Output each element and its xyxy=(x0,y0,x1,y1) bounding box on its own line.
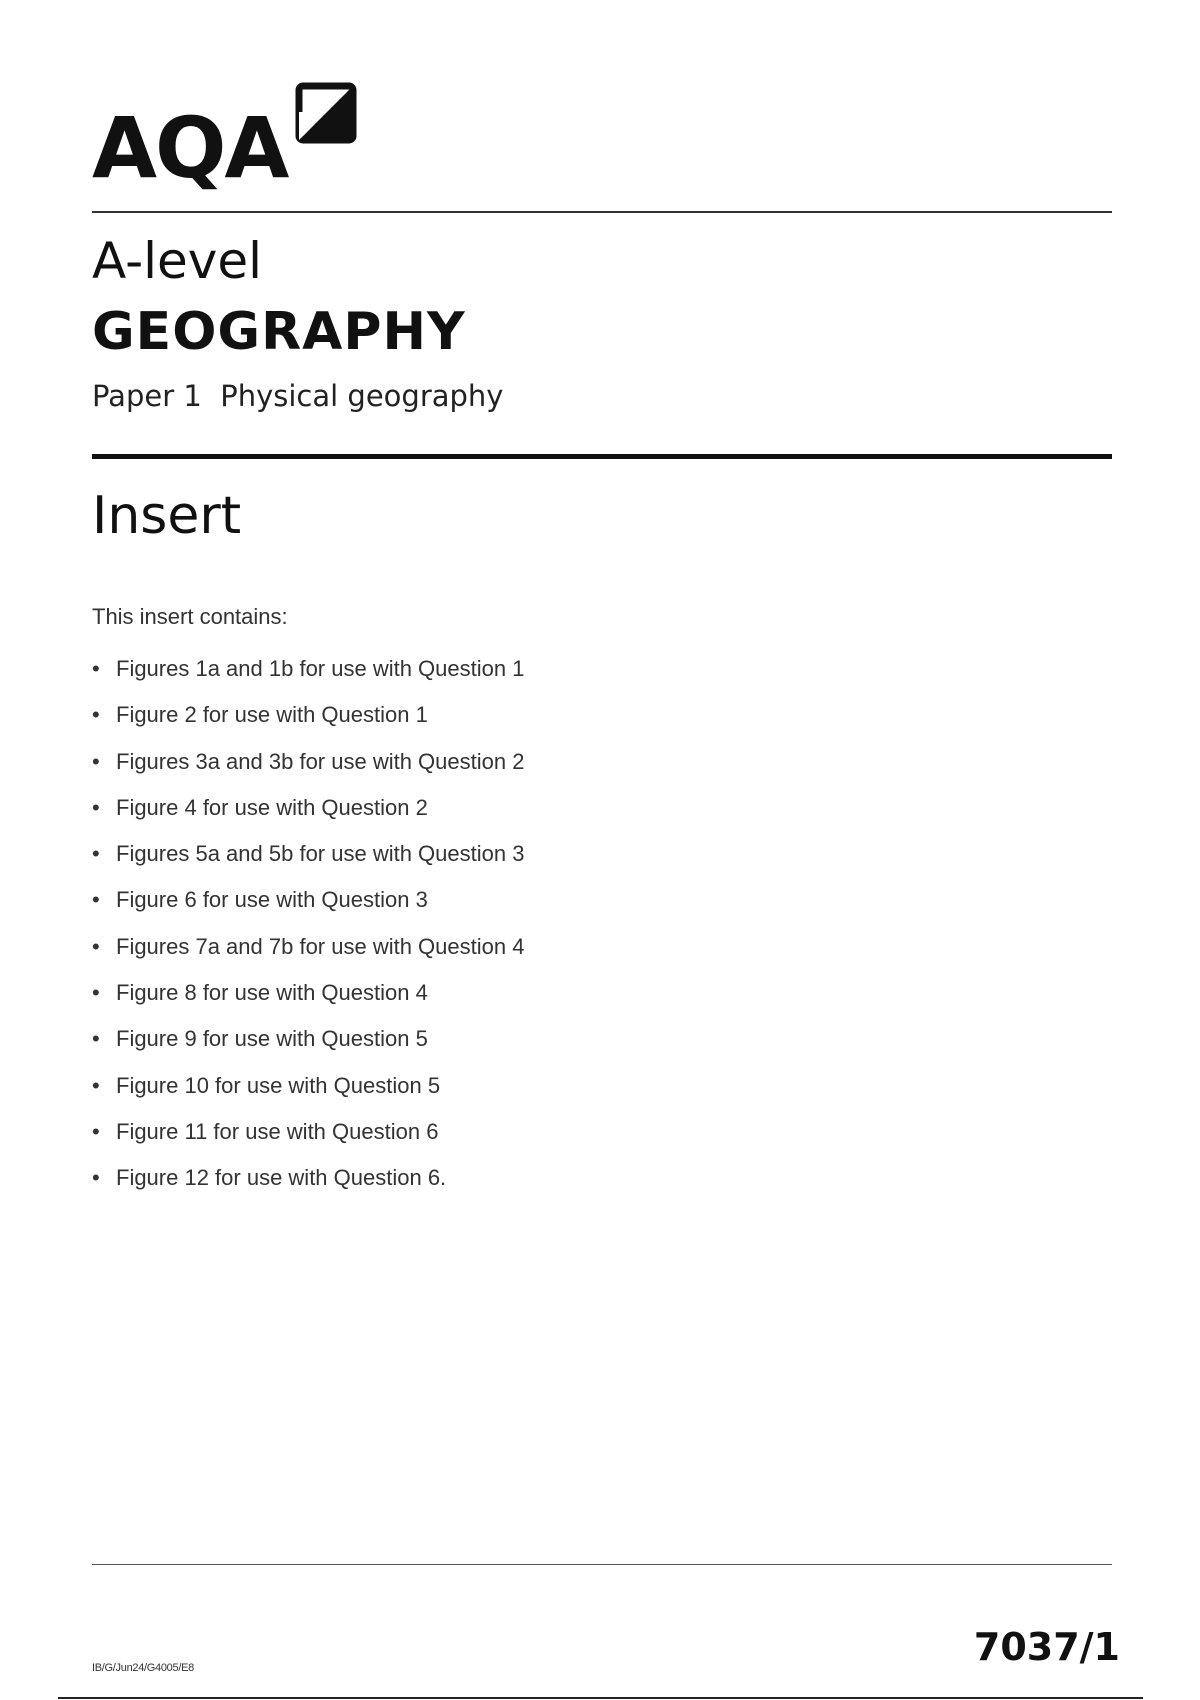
subject-title: GEOGRAPHY xyxy=(92,302,466,362)
paper-title: Paper 1 Physical geography xyxy=(92,379,504,413)
list-item-text: Figures 3a and 3b for use with Question 2 xyxy=(116,748,525,774)
list-item-text: Figure 10 for use with Question 5 xyxy=(116,1072,441,1098)
bullet: • xyxy=(92,748,100,774)
insert-intro: This insert contains: xyxy=(92,604,288,629)
aqa-logo xyxy=(92,82,357,197)
list-item-text: Figure 8 for use with Question 4 xyxy=(116,980,428,1006)
list-item xyxy=(92,655,524,701)
logo-text: AQA xyxy=(92,99,288,197)
list-item xyxy=(92,1072,524,1118)
list-item xyxy=(92,748,524,794)
bullet: • xyxy=(92,933,100,959)
list-item-text: Figure 6 for use with Question 3 xyxy=(116,887,428,913)
list-item-text: Figure 9 for use with Question 5 xyxy=(116,1026,428,1052)
document-reference: IB/G/Jun24/G4005/E8 xyxy=(92,1662,194,1674)
list-item xyxy=(92,886,524,932)
list-item xyxy=(92,1025,524,1071)
bullet: • xyxy=(92,1026,100,1052)
list-item-text: Figure 2 for use with Question 1 xyxy=(116,702,428,728)
bullet: • xyxy=(92,702,100,728)
bullet: • xyxy=(92,887,100,913)
insert-contents-list xyxy=(92,655,524,1211)
bullet: • xyxy=(92,656,100,681)
bullet: • xyxy=(92,1118,100,1144)
list-item-text: Figures 5a and 5b for use with Question 3 xyxy=(116,841,525,867)
list-item xyxy=(92,701,524,747)
list-item-text: Figure 11 for use with Question 6 xyxy=(116,1118,439,1144)
bullet: • xyxy=(92,841,100,867)
paper-code: 7037/1 xyxy=(973,1625,1120,1669)
bullet: • xyxy=(92,980,100,1006)
list-item-text: Figure 4 for use with Question 2 xyxy=(116,794,428,820)
bullet: • xyxy=(92,794,100,820)
header-divider xyxy=(92,211,1112,213)
list-item xyxy=(92,933,524,979)
list-item xyxy=(92,840,524,886)
qualification-level: A-level xyxy=(92,232,263,290)
list-item xyxy=(92,979,524,1025)
aqa-leaf-mark-icon xyxy=(295,82,357,144)
list-item xyxy=(92,794,524,840)
footer-divider xyxy=(92,1564,1112,1565)
bullet: • xyxy=(92,1165,100,1191)
bullet: • xyxy=(92,1072,100,1098)
title-divider xyxy=(92,454,1112,459)
page-bottom-edge xyxy=(58,1697,1143,1699)
insert-title: Insert xyxy=(92,486,242,546)
list-item-text: Figure 12 for use with Question 6. xyxy=(116,1165,447,1191)
list-item xyxy=(92,1118,524,1164)
list-item xyxy=(92,1164,524,1210)
list-item-text: Figures 1a and 1b for use with Question 1 xyxy=(116,656,525,681)
list-item-text: Figures 7a and 7b for use with Question 4 xyxy=(116,933,525,959)
